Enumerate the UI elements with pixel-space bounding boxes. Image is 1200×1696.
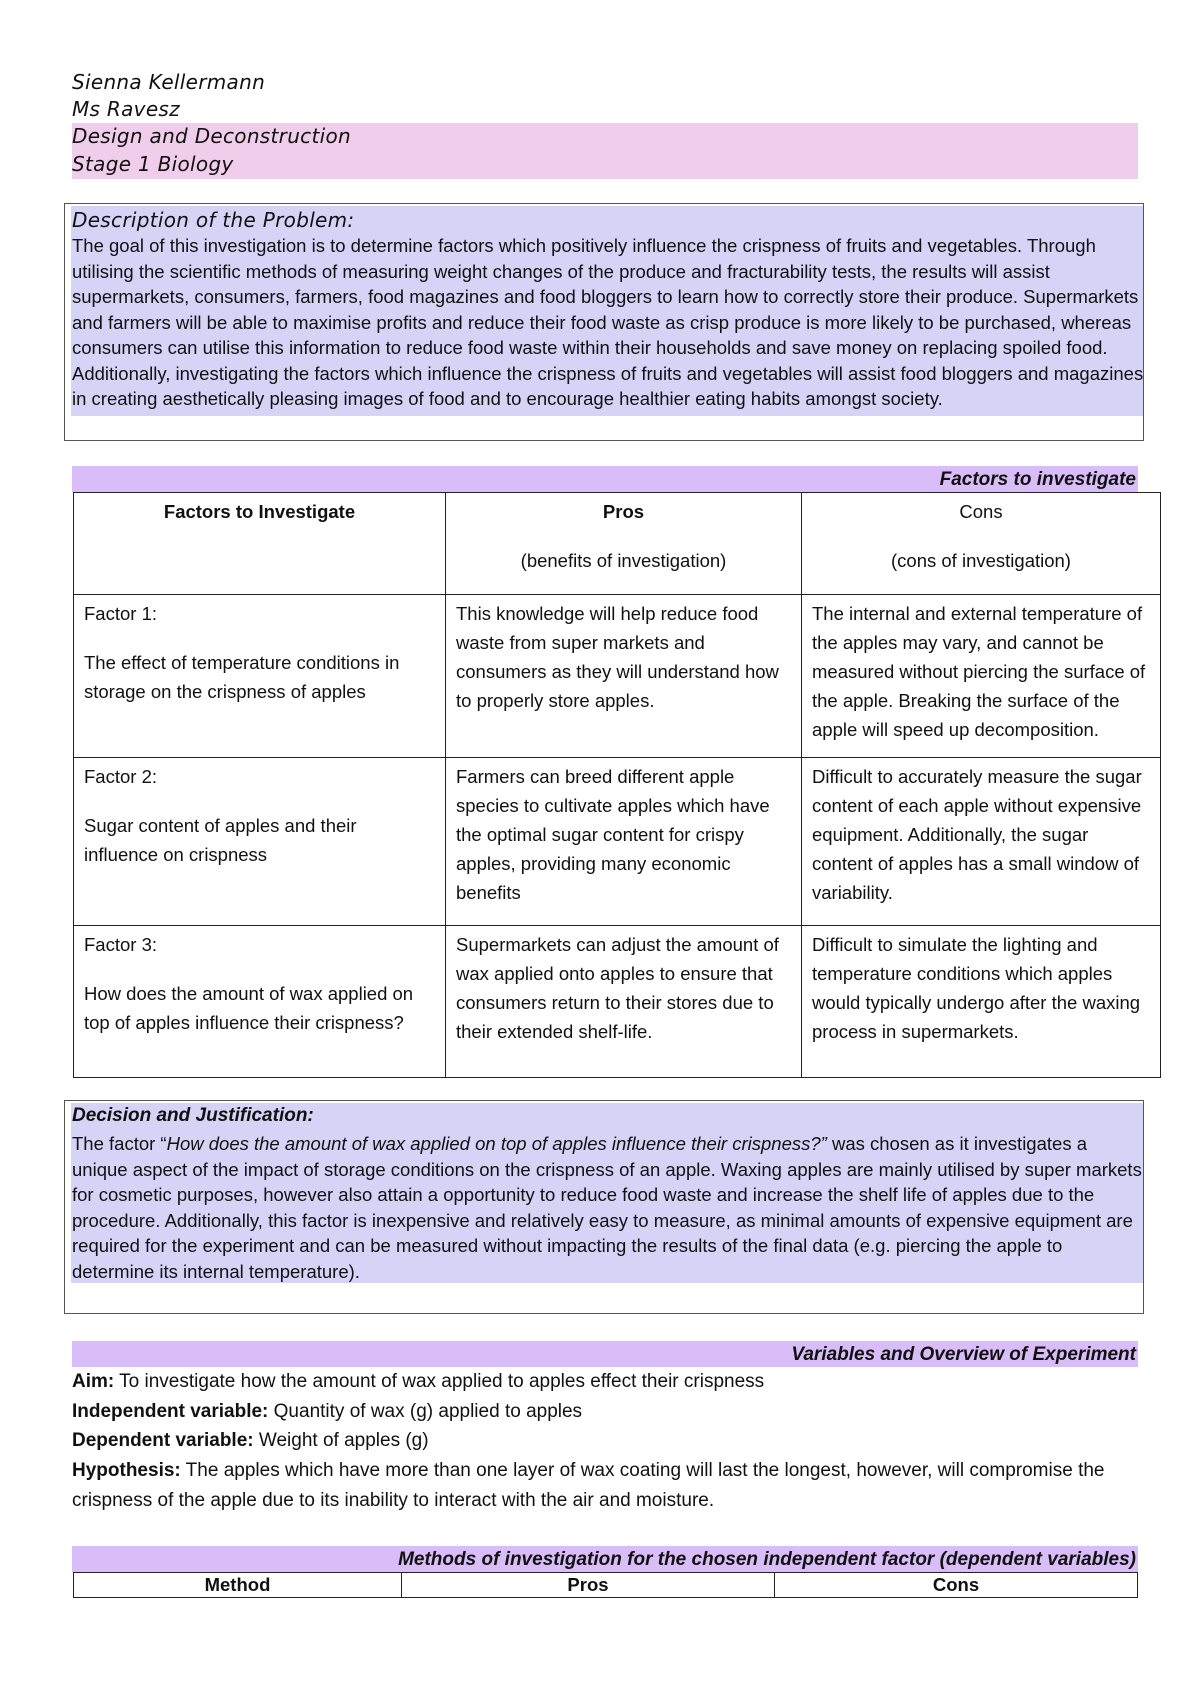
pros-cell: Farmers can breed different apple species to cultivate apples which have the optimal sugar content for crispy apples, providing many economic benefits	[446, 758, 802, 926]
methods-bar: Methods of investigation for the chosen independent factor (dependent variables)	[72, 1546, 1138, 1572]
table-row	[74, 758, 1161, 926]
decision-line-pre: The factor “	[72, 1133, 167, 1154]
methods-col-pros: Pros	[402, 1573, 775, 1598]
iv-label: Independent variable:	[72, 1401, 269, 1422]
factor-label: Factor 2:	[84, 766, 157, 787]
problem-line: supermarkets, consumers, farmers, food magazines and food bloggers to learn how to correctly store their produce. Supermarkets	[72, 286, 1139, 307]
methods-col-method: Method	[74, 1573, 402, 1598]
problem-text	[72, 233, 1144, 412]
hypothesis-label: Hypothesis:	[72, 1460, 181, 1481]
factors-col-pros-label: Pros	[602, 501, 645, 522]
decision-line	[72, 1131, 1144, 1157]
iv-text: Quantity of wax (g) applied to apples	[268, 1401, 583, 1422]
pros-cell: Supermarkets can adjust the amount of wax applied onto apples to ensure that consumers return to their stores due to their extended shelf-life.	[446, 926, 802, 1078]
aim-label: Aim:	[72, 1371, 115, 1392]
factor-description: The effect of temperature conditions in storage on the crispness of apples	[84, 652, 400, 702]
cons-cell: Difficult to simulate the lighting and temperature conditions which apples would typically undergo after the waxing process in supermarkets.	[802, 926, 1161, 1078]
hypothesis-text: The apples which have more than one layer of wax coating will last the longest, however, will compromise the	[180, 1460, 1105, 1481]
problem-heading: Description of the Problem:	[72, 208, 355, 232]
cons-cell: The internal and external temperature of the apples may vary, and cannot be measured without piercing the surface of the apple. Breaking the surface of the apple will speed up decomposition.	[802, 595, 1161, 758]
factor-cell	[74, 926, 446, 1078]
dv-label: Dependent variable:	[72, 1430, 254, 1451]
independent-variable-line	[72, 1397, 1142, 1426]
table-row	[74, 595, 1161, 758]
factors-col-cons	[802, 493, 1161, 595]
factors-header-row	[74, 493, 1161, 595]
factor-cell	[74, 758, 446, 926]
methods-header-row	[74, 1573, 1138, 1598]
factor-cell	[74, 595, 446, 758]
aim-text: To investigate how the amount of wax applied to apples effect their crispness	[114, 1371, 765, 1392]
decision-line: unique aspect of the impact of storage conditions on the crispness of an apple. Waxing apples are mainly utilised by super markets	[72, 1158, 1142, 1180]
problem-line: utilising the scientific methods of measuring weight changes of the produce and fracturability tests, the results will assist	[72, 260, 1050, 282]
student-name: Sienna Kellermann	[72, 70, 266, 94]
problem-line: and farmers will be able to maximise profits and reduce their food waste as crisp produce is more likely to be purchased, whereas	[72, 311, 1132, 333]
cons-cell: Difficult to accurately measure the sugar content of each apple without expensive equipment. Additionally, the sugar content of apples has a small window of variability.	[802, 758, 1161, 926]
hypothesis-line-2: crispness of the apple due to its inability to interact with the air and moisture.	[72, 1490, 715, 1511]
aim-line	[72, 1367, 1142, 1396]
decision-heading: Decision and Justification:	[72, 1105, 314, 1126]
factors-table	[73, 492, 1161, 1078]
factors-col-pros-sub: (benefits of investigation)	[520, 550, 727, 571]
problem-line: The goal of this investigation is to determine factors which positively influence the crispness of fruits and vegetables. Through	[72, 235, 1096, 256]
problem-line: Additionally, investigating the factors which influence the crispness of fruits and vegetables will assist food bloggers and magazines	[72, 362, 1144, 384]
methods-col-cons: Cons	[775, 1573, 1138, 1598]
variables-bar: Variables and Overview of Experiment	[72, 1341, 1138, 1367]
methods-table	[73, 1572, 1138, 1598]
dv-text: Weight of apples (g)	[253, 1430, 429, 1451]
factors-bar: Factors to investigate	[72, 466, 1138, 492]
pros-cell: This knowledge will help reduce food waste from super markets and consumers as they will understand how to properly store apples.	[446, 595, 802, 758]
factors-col-pros	[446, 493, 802, 595]
table-row	[74, 926, 1161, 1078]
decision-line: for cosmetic purposes, however also attain a opportunity to reduce food waste and increase the shelf life of apples due to the	[72, 1184, 1095, 1205]
course-title: Stage 1 Biology	[72, 152, 234, 176]
factors-col-cons-label: Cons	[959, 501, 1003, 522]
teacher-name: Ms Ravesz	[72, 97, 180, 121]
factors-col-cons-sub: (cons of investigation)	[891, 550, 1071, 571]
task-title: Design and Deconstruction	[72, 124, 351, 148]
decision-line: required for the experiment and can be measured without impacting the results of the final data (e.g. piercing the apple to	[72, 1235, 1063, 1256]
hypothesis-line	[72, 1456, 1142, 1485]
decision-chosen-factor: How does the amount of wax applied on top of apples influence their crispness?”	[166, 1133, 827, 1154]
factor-label: Factor 1:	[84, 603, 157, 624]
dependent-variable-line	[72, 1426, 1142, 1455]
decision-box	[64, 1100, 1144, 1314]
decision-line: procedure. Additionally, this factor is inexpensive and relatively easy to measure, as minimal amounts of expensive equipment are	[72, 1209, 1133, 1231]
factors-col-factor-label: Factors to Investigate	[163, 501, 356, 522]
factor-label: Factor 3:	[84, 934, 157, 955]
decision-text	[72, 1131, 1144, 1284]
problem-line: consumers can utilise this information to reduce food waste within their households and save money on replacing spoiled food.	[72, 337, 1108, 358]
factor-description: How does the amount of wax applied on top of apples influence their crispness?	[84, 983, 414, 1033]
decision-line-post: was chosen as it investigates a	[826, 1133, 1087, 1154]
decision-line: determine its internal temperature).	[72, 1260, 360, 1282]
factors-col-factor	[74, 493, 446, 595]
problem-box	[64, 203, 1144, 441]
problem-line: in creating aesthetically pleasing images of food and to encourage healthier eating habits amongst society.	[72, 388, 943, 409]
factor-description: Sugar content of apples and their influence on crispness	[84, 815, 357, 865]
